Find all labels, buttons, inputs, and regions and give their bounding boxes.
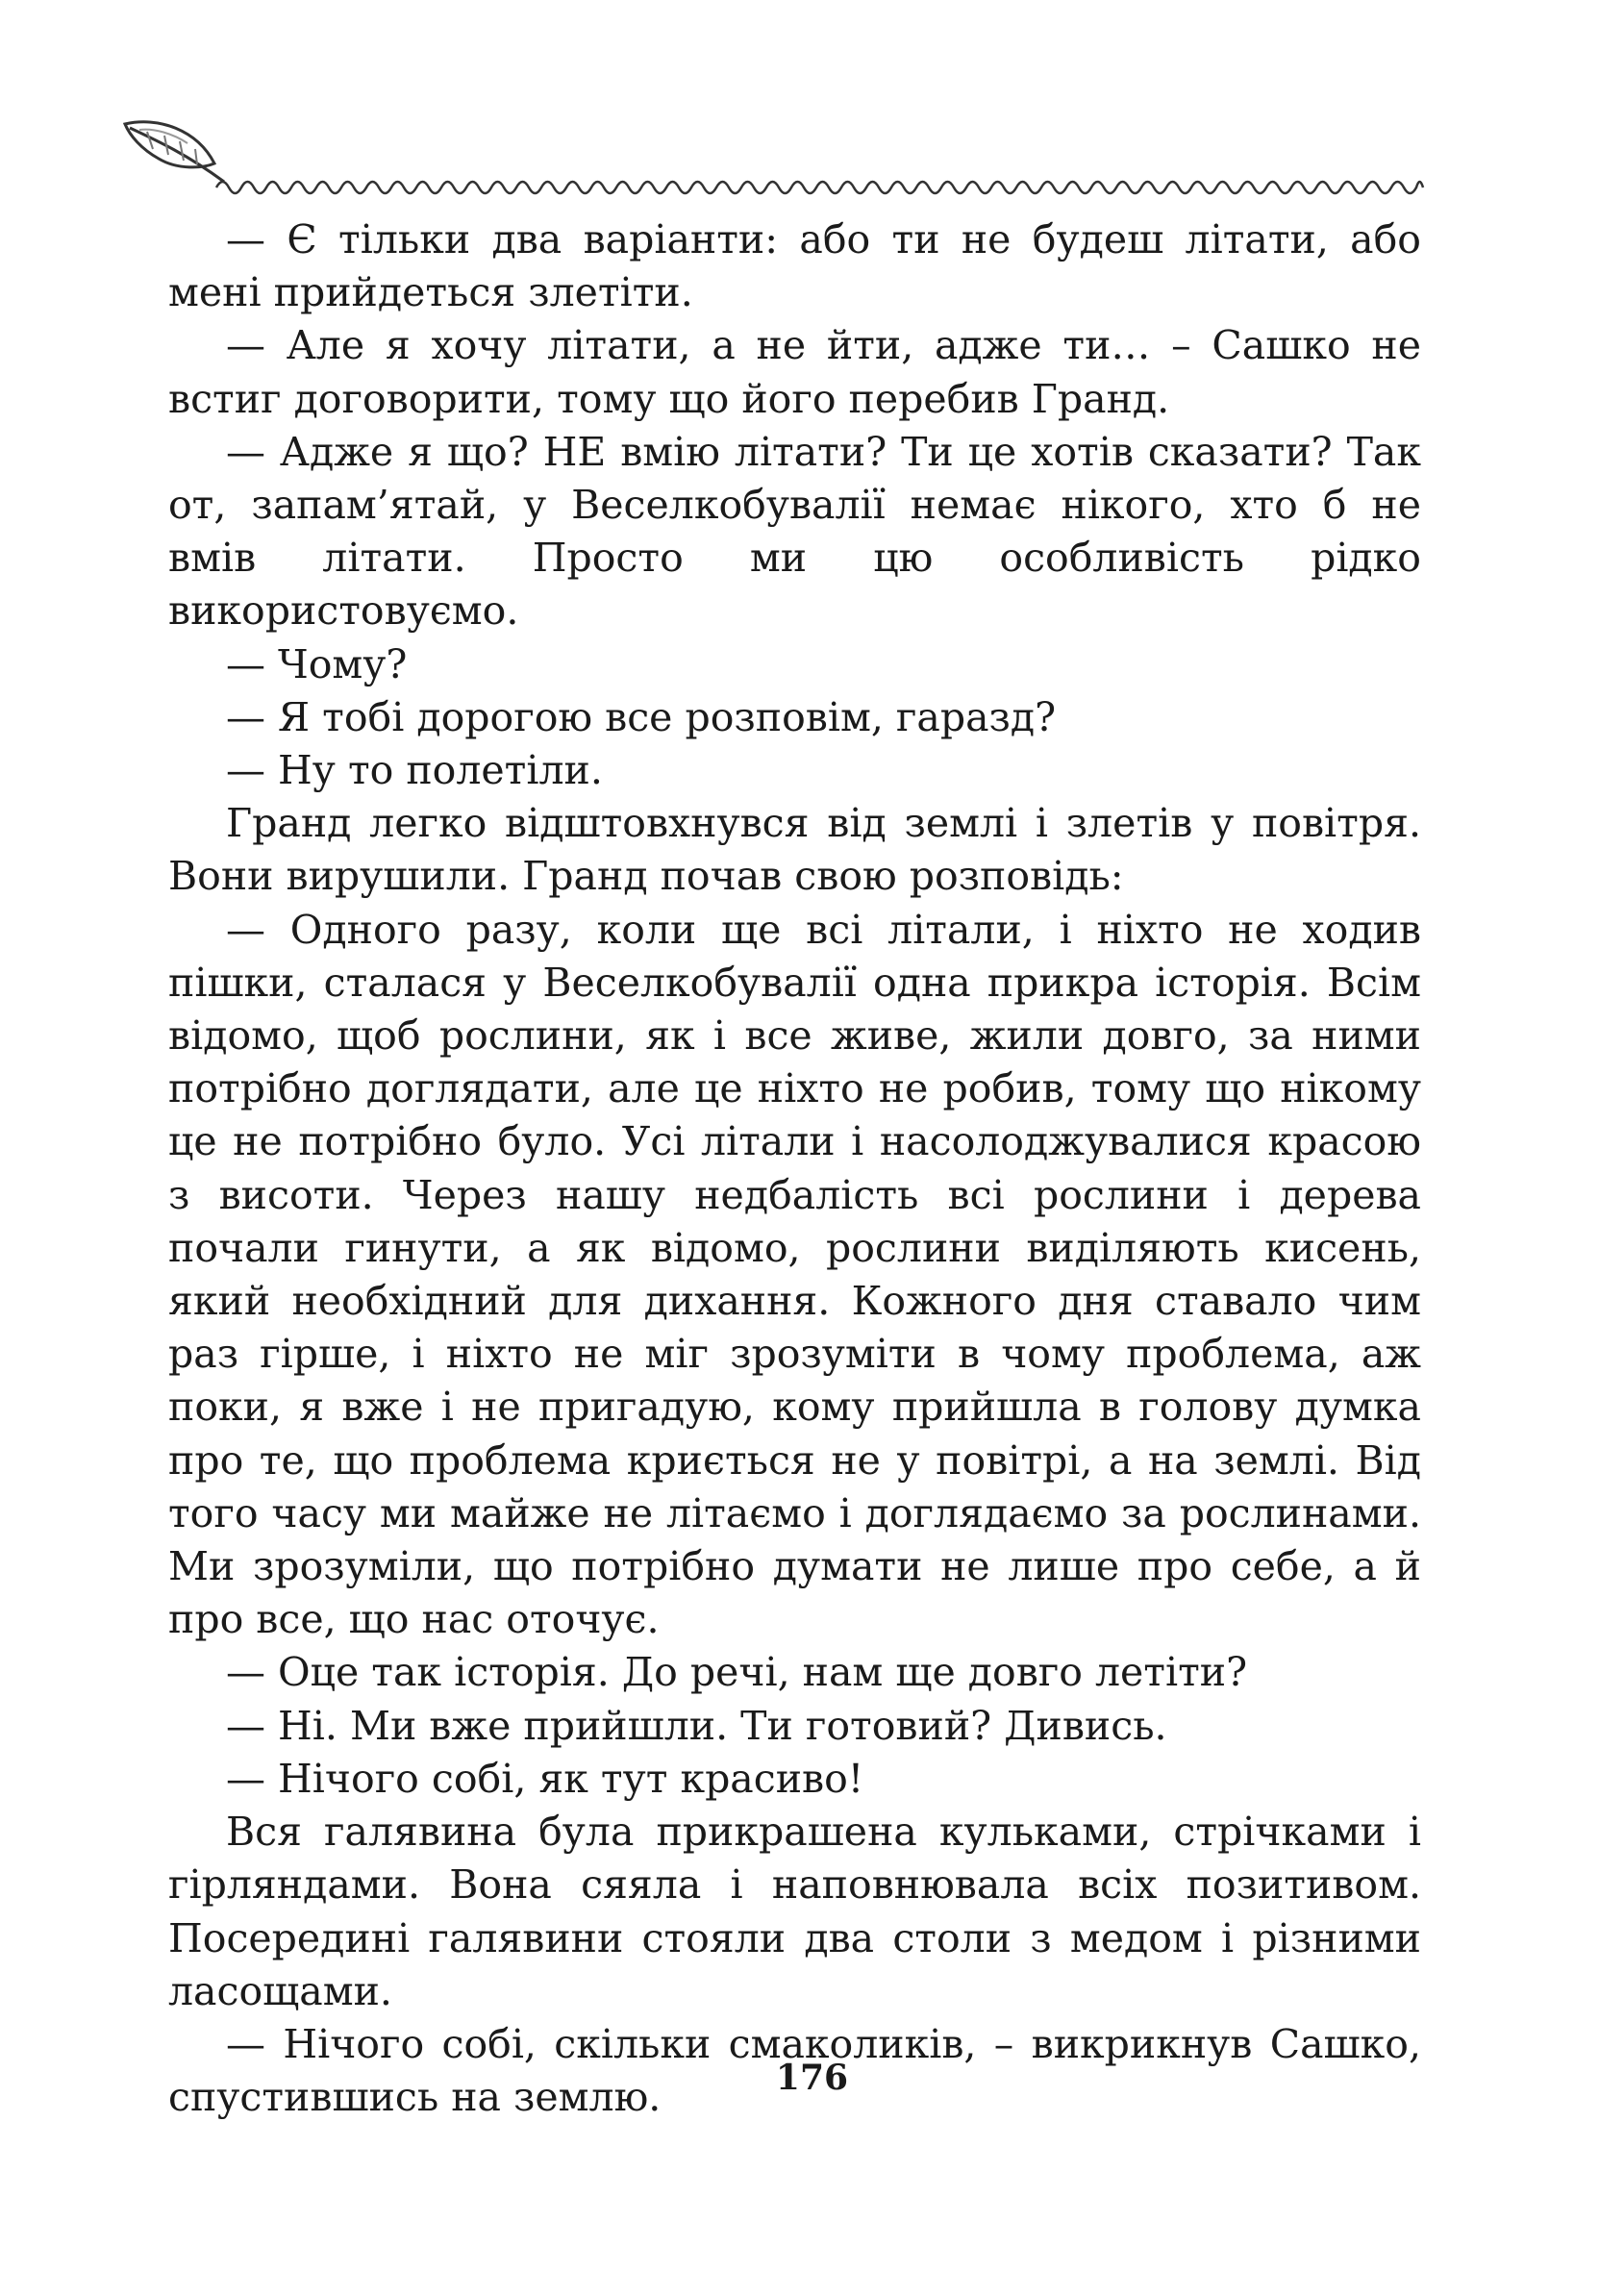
paragraph: — Але я хочу літати, а не йти, адже ти… – Сашко не встиг договорити, тому що його перебив Гранд. (168, 322, 1421, 422)
paragraph: — Я тобі дорогою все розповім, гаразд? (226, 693, 1057, 740)
paragraph: — Чому? (226, 640, 408, 687)
paragraph: — Оце так історія. До речі, нам ще довго летіти? (226, 1649, 1248, 1696)
paragraph: — Ну то полетіли. (226, 747, 603, 794)
paragraph: — Одного разу, коли ще всі літали, і ніхто не ходив пішки, сталася у Веселкобувалії одна прикра історія. Всім відомо, щоб рослини, як і все живе, жили довго, за ними потрібно доглядати, але це ніхто не робив, тому що нікому це не потрібно було. Усі літали і насолоджувалися красою з висоти. Через нашу недбалість всі рослини і дерева почали гинути, а як відомо, рослини виділяють кисень, який необхідний для дихання. Кожного дня ставало чим раз гірше, і ніхто не міг зрозуміти в чому проблема, аж поки, я вже і не пригадую, кому прийшла в голову думка про те, що проблема криється не у повітрі, а на землі. Від того часу ми майже не літаємо і доглядаємо за рослинами. Ми зрозуміли, що потрібно думати не лише про себе, а й про все, що нас оточує. (168, 906, 1421, 1643)
paragraph: Вся галявина була прикрашена кульками, стрічками і гірляндами. Вона сяяла і наповнювала всіх позитивом. Посередині галявини стояли два столи з медом і різними ласощами. (168, 1809, 1421, 2014)
feather-icon (125, 122, 224, 182)
paragraph: — Адже я що? НЕ вмію літати? Ти це хотів сказати? Так от, запам’ятай, у Веселкобувалії немає нікого, хто б не вмів літати. Просто ми цю особливість рідко використовуємо. (168, 428, 1421, 635)
paragraph: Гранд легко відштовхнувся від землі і злетів у повітря. Вони вирушили. Гранд почав свою розповідь: (168, 800, 1421, 900)
page-number: 176 (775, 2058, 849, 2098)
paragraph: — Нічого собі, скільки смаколиків, – викрикнув Сашко, спустившись на землю. (168, 2020, 1421, 2121)
paragraph: — Нічого собі, як тут красиво! (226, 1755, 864, 1802)
header-ornament (120, 111, 1428, 197)
paragraph: — Ні. Ми вже прийшли. Ти готовий? Дивись. (226, 1702, 1167, 1749)
wavy-divider (216, 182, 1423, 193)
paragraph: — Є тільки два варіанти: або ти не будеш літати, або мені прийдеться злетіти. (168, 216, 1421, 316)
body-text (168, 213, 1421, 2124)
